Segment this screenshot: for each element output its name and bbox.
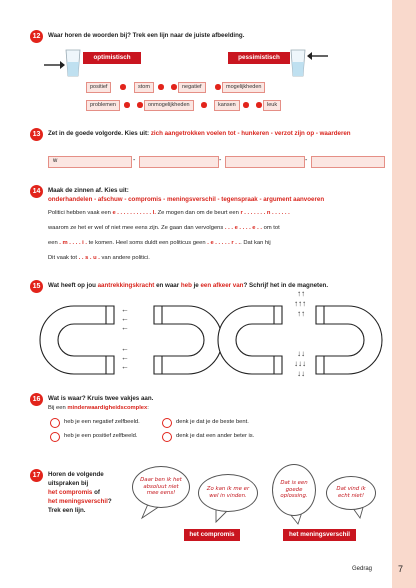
q15-part: ? Schrijf het in de magneten. xyxy=(243,282,329,289)
fill-blank[interactable]: . . s . u . xyxy=(78,255,100,261)
arrow-left-icon: ← xyxy=(121,353,129,362)
connect-dot[interactable] xyxy=(124,102,130,108)
sentence-line-3 xyxy=(48,240,271,246)
sentence-line-4 xyxy=(48,255,150,261)
bubble-4-text: Dat vind ik echt niet! xyxy=(336,486,366,499)
sub-term: minderwaardigheidscomplex xyxy=(67,405,148,411)
question-12-text: Waar horen de woorden bij? Trek een lijn naar de juiste afbeelding. xyxy=(48,32,245,39)
question-number-17: 17 xyxy=(30,469,43,482)
q17-line-5: Trek een lijn. xyxy=(48,507,86,514)
order-box-3[interactable] xyxy=(225,156,308,168)
question-15-text xyxy=(48,282,328,289)
bubble-3-text: Dat is een goede oplossing. xyxy=(280,480,308,500)
arrow-left-icon: ← xyxy=(121,344,129,353)
q17-end: ? xyxy=(107,498,112,505)
magnet-aversion-left xyxy=(218,306,282,374)
checkbox-option-3[interactable] xyxy=(50,432,60,442)
question-number-14: 14 xyxy=(30,185,43,198)
connect-dot[interactable] xyxy=(120,84,126,90)
arrow-up-icon: ↑↑↑ xyxy=(294,299,306,308)
label-pessimistisch: pessimistisch xyxy=(228,52,290,64)
question-13-options: zich aangetrokken voelen tot - hunkeren - verzot zijn op - waarderen xyxy=(150,130,351,137)
arrow-down-icon: ↓↓ xyxy=(297,369,305,378)
order-box-2[interactable] xyxy=(139,156,222,168)
line-text: Politici hebben vaak een xyxy=(48,210,111,216)
fill-blank[interactable]: . e . . . . . r . . xyxy=(207,240,241,246)
question-16-subtitle xyxy=(48,405,149,411)
chapter-label: Gedrag xyxy=(352,566,373,572)
checkbox-option-2[interactable] xyxy=(162,418,172,428)
speech-bubble-4 xyxy=(326,476,376,510)
question-14-text: Maak de zinnen af. Kies uit: xyxy=(48,187,129,194)
q17-of: of xyxy=(94,489,100,496)
word-onmogelijkheden: onmogelijkheden xyxy=(144,100,194,111)
page-number: 7 xyxy=(398,564,404,574)
line-text: waarom ze het er wel of niet mee eens zijn. Ze gaan dan vervolgens xyxy=(48,225,224,231)
sentence-line-1 xyxy=(48,210,290,216)
line-text: te komen. Heel soms duldt een politicus geen xyxy=(88,240,206,246)
dash: - xyxy=(133,157,136,164)
pessimist-glass-icon xyxy=(291,50,305,76)
fill-blank[interactable]: . . . e . . . . e . . xyxy=(224,225,262,231)
magnet-aversion-right xyxy=(316,306,382,374)
magnet-attraction-right xyxy=(154,306,222,374)
fill-blank[interactable]: e . . . . . . . . . . . l. xyxy=(112,210,156,216)
order-box-1-mark: w xyxy=(53,158,58,164)
question-number-16: 16 xyxy=(30,393,43,406)
q15-part: je xyxy=(191,282,201,289)
q17-line-1: Horen de volgende xyxy=(48,471,104,478)
sub-prefix: Bij een xyxy=(48,405,66,411)
arrow-left-icon: ← xyxy=(121,314,129,323)
q15-part-red: heb xyxy=(180,282,192,289)
sentence-line-2 xyxy=(48,225,280,231)
bubble-1-text: Daar ben ik het absoluut niet mee eens! xyxy=(140,477,182,497)
magnets-illustration xyxy=(30,294,390,394)
optimist-glass-icon xyxy=(66,50,80,76)
q17-line-3 xyxy=(48,489,100,496)
q17-term-1: het compromis xyxy=(48,489,93,496)
checkbox-option-4[interactable] xyxy=(162,432,172,442)
speech-bubble-2 xyxy=(198,474,258,512)
label-compromis: het compromis xyxy=(184,529,240,541)
line-text: . Dat kan hij xyxy=(240,240,271,246)
question-number-15: 15 xyxy=(30,280,43,293)
option-4-text: denk je dat een ander beter is. xyxy=(176,433,255,439)
magnet-attraction-left xyxy=(40,306,114,374)
question-number-12: 12 xyxy=(30,30,43,43)
dash: - xyxy=(305,157,308,164)
connect-dot[interactable] xyxy=(201,102,207,108)
label-optimistisch: optimistisch xyxy=(83,52,141,64)
order-box-4[interactable] xyxy=(311,156,385,168)
line-text: om tot xyxy=(263,225,280,231)
word-stom: stom xyxy=(134,82,154,93)
arrow-up-icon: ↑↑ xyxy=(297,289,305,298)
fill-blank[interactable]: r . . . . . . . n . . . . . . xyxy=(240,210,290,216)
option-3-text: heb je een positief zelfbeeld. xyxy=(64,433,138,439)
fill-blank[interactable]: . m . . . . i . xyxy=(59,240,87,246)
arrow-left-icon: ← xyxy=(121,362,129,371)
q15-part: en waar xyxy=(154,282,181,289)
q17-line-2: uitspraken bij xyxy=(48,480,89,487)
question-16-text: Wat is waar? Kruis twee vakjes aan. xyxy=(48,395,154,402)
arrow-down-icon: ↓↓ xyxy=(297,349,305,358)
connect-dot[interactable] xyxy=(256,102,262,108)
page-edge-strip xyxy=(392,0,416,588)
word-positief: positief xyxy=(86,82,111,93)
bubble-2-text: Zo kan ik me er wel in vinden. xyxy=(206,486,250,499)
line-text: van andere politici. xyxy=(101,255,150,261)
arrow-right-icon xyxy=(44,61,65,69)
sub-suffix: : xyxy=(147,405,149,411)
connect-dot[interactable] xyxy=(215,84,221,90)
connect-dot[interactable] xyxy=(243,102,249,108)
word-problemen: problemen xyxy=(86,100,120,111)
question-13-text xyxy=(48,130,351,137)
arrow-left-icon: ← xyxy=(121,305,129,314)
line-text: een xyxy=(48,240,58,246)
speech-bubble-1 xyxy=(132,466,190,508)
label-meningsverschil: het meningsverschil xyxy=(283,529,356,541)
arrow-down-icon: ↓↓↓ xyxy=(294,359,306,368)
connect-dot[interactable] xyxy=(158,84,164,90)
q15-part-red: aantrekkingskracht xyxy=(97,282,155,289)
connect-dot[interactable] xyxy=(137,102,143,108)
option-1-text: heb je een negatief zelfbeeld. xyxy=(64,419,140,425)
line-text: Ze mogen dan om de beurt een xyxy=(157,210,239,216)
arrow-up-icon: ↑↑ xyxy=(297,309,305,318)
q17-term-2: het meningsverschil xyxy=(48,498,108,505)
checkbox-option-1[interactable] xyxy=(50,418,60,428)
speech-bubble-3 xyxy=(272,464,316,516)
question-13-prefix: Zet in de goede volgorde. Kies uit: xyxy=(48,130,150,137)
line-text: Dit vaak tot xyxy=(48,255,77,261)
q15-part: Wat heeft op jou xyxy=(48,282,98,289)
connect-dot[interactable] xyxy=(171,84,177,90)
q17-line-4 xyxy=(48,498,112,505)
arrow-left-icon xyxy=(307,52,328,60)
question-14-options: onderhandelen - afschuw - compromis - meningsverschil - tegenspraak - argument aanvoeren xyxy=(48,196,325,203)
word-negatief: negatief xyxy=(178,82,206,93)
word-kansen: kansen xyxy=(214,100,240,111)
question-number-13: 13 xyxy=(30,128,43,141)
word-mogelijkheden: mogelijkheden xyxy=(222,82,265,93)
word-leuk: leuk xyxy=(263,100,281,111)
option-2-text: denk je dat je de beste bent. xyxy=(176,419,249,425)
dash: - xyxy=(219,157,222,164)
q15-part-red: een afkeer van xyxy=(200,282,244,289)
arrow-left-icon: ← xyxy=(121,323,129,332)
order-box-1[interactable] xyxy=(48,156,132,168)
